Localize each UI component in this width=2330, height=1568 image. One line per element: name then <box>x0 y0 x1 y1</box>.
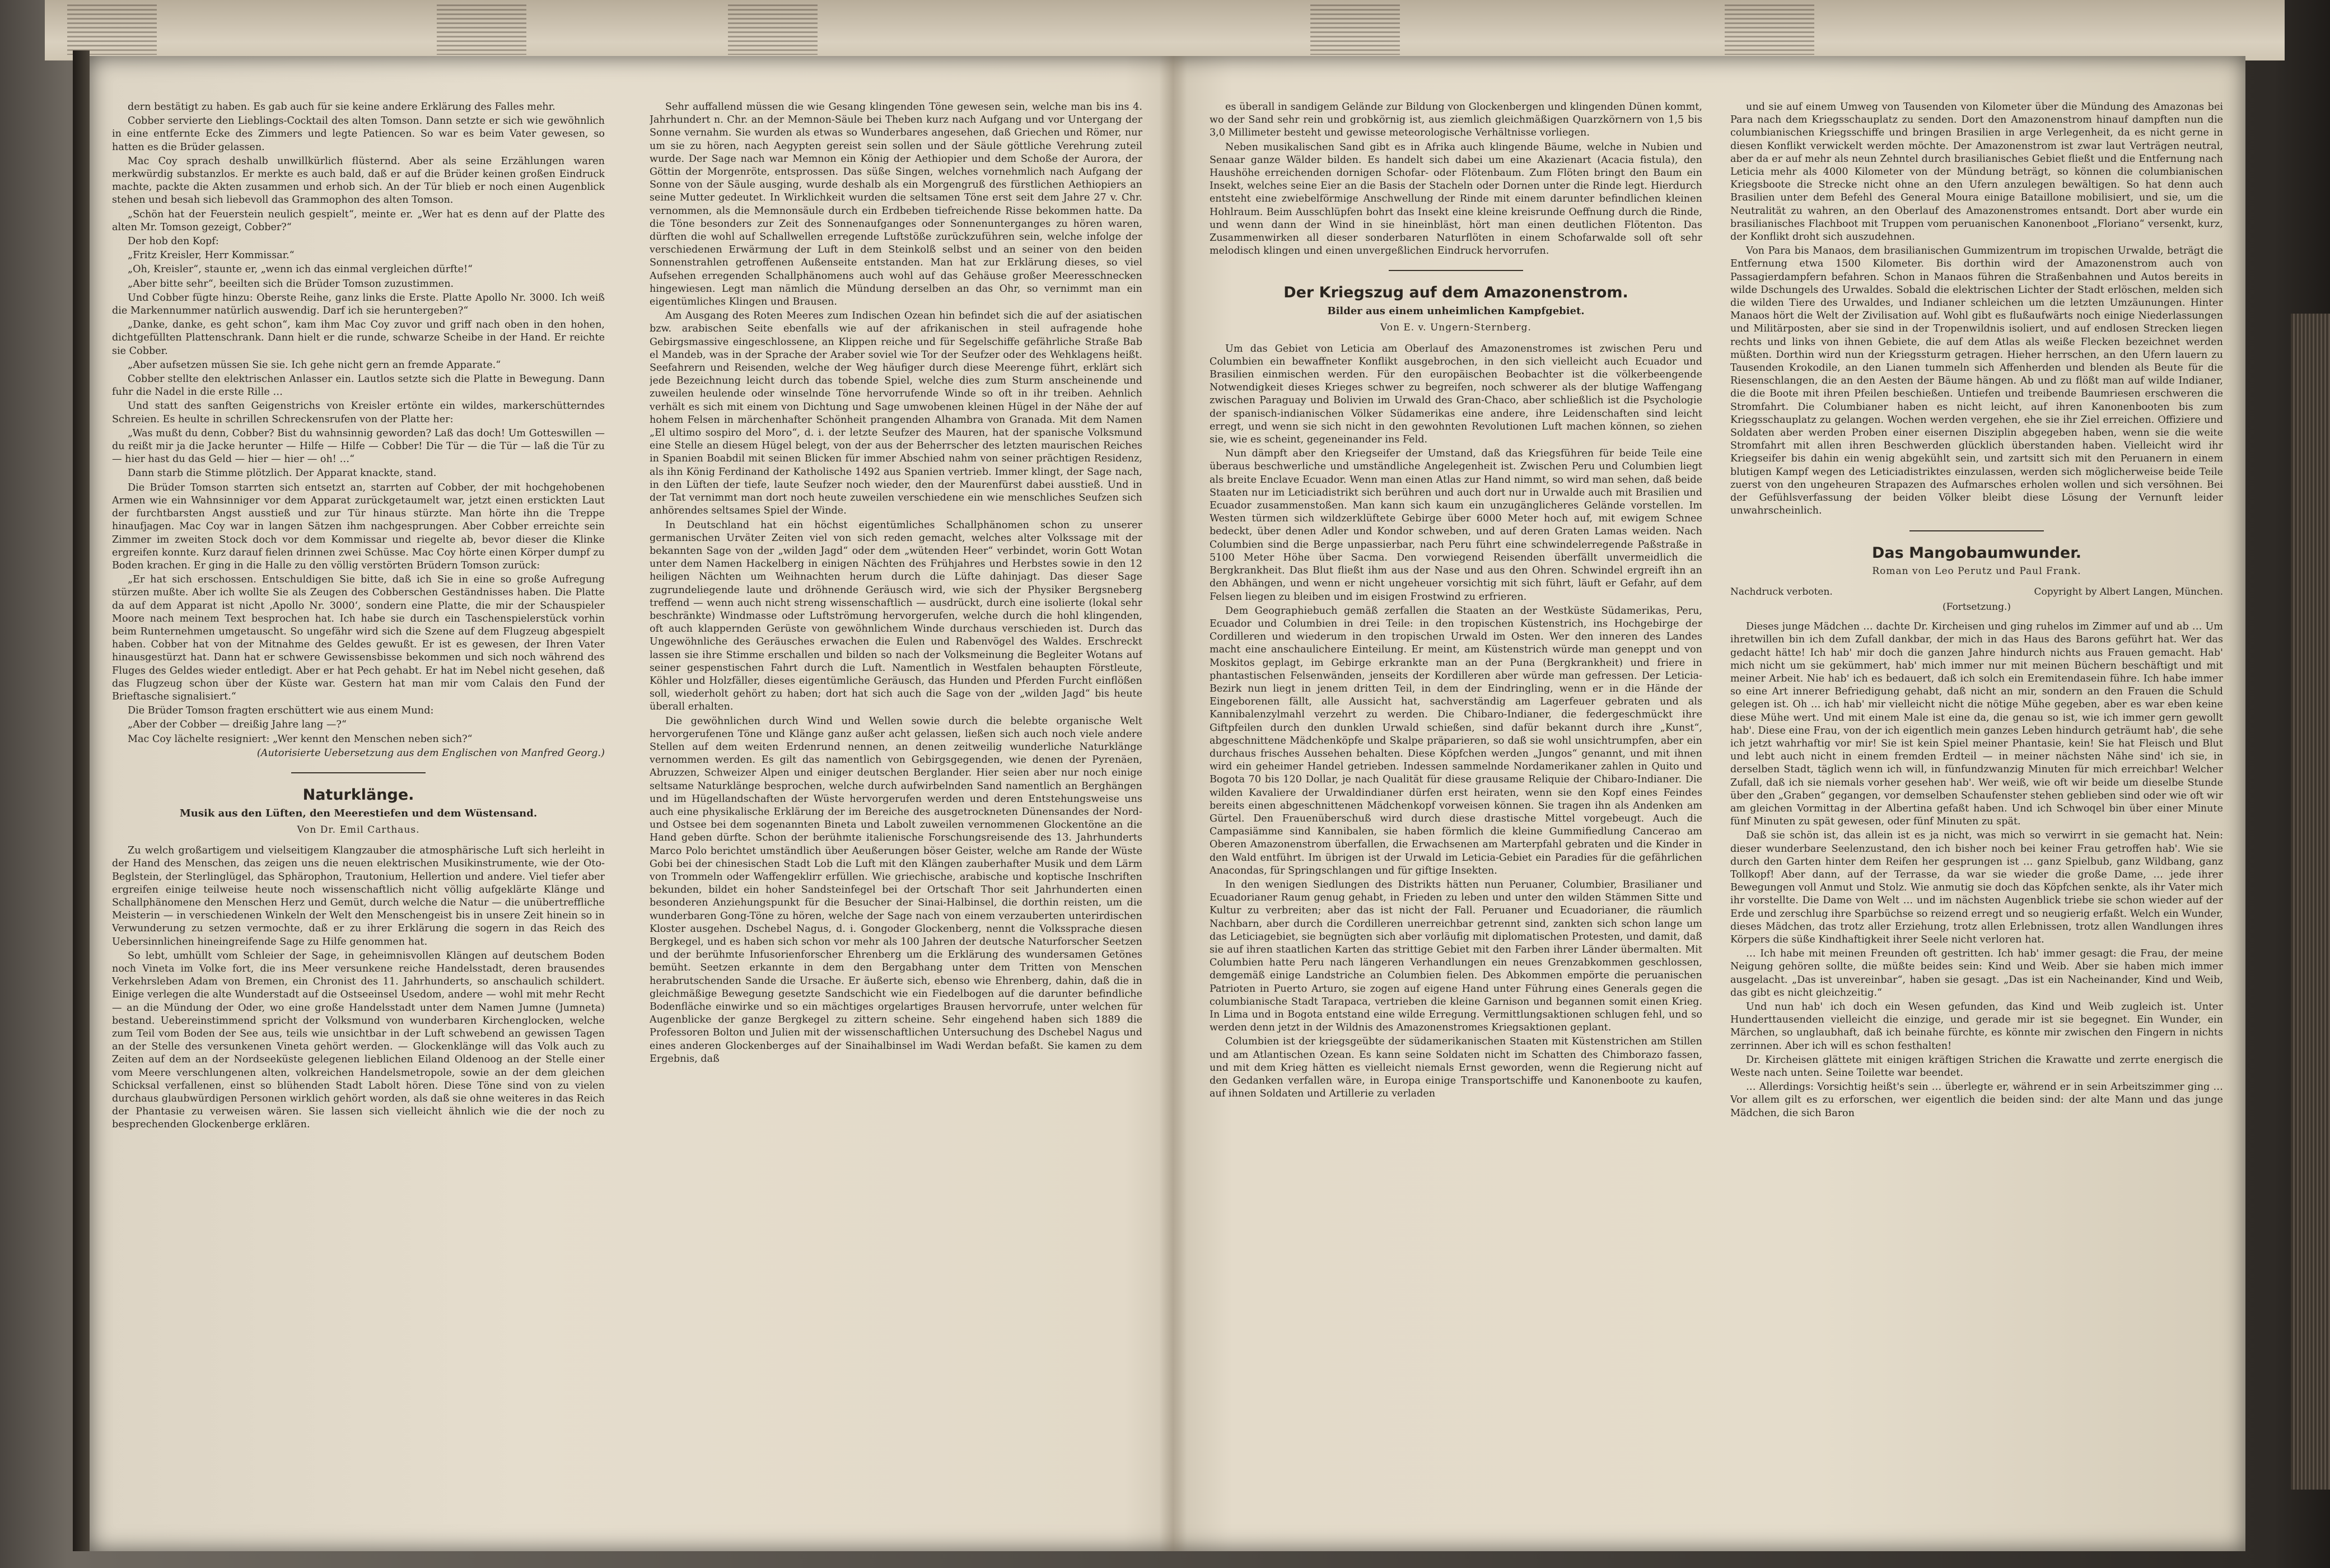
previous-page-edge <box>45 0 2285 60</box>
paragraph: Columbien ist der kriegsgeübte der südamerikanischen Staaten mit Küstenstrichen am Stillen und am Atlantischen Ozean. Es kann seine Soldaten nicht im Schatten des Chimborazo fassen, und mit dem Krieg hätten es vielleicht niemals Ernst geworden, wenn die Regierung nicht auf den Gedanken verfallen wäre, in Europa einige Transportschiffe und Kanonenboote zu kaufen, auf ihnen Soldaten und Artillerie zu verladen <box>1210 1036 1702 1100</box>
section-divider <box>291 772 426 773</box>
paragraph: „Aber aufsetzen müssen Sie sie. Ich gehe nicht gern an fremde Apparate.“ <box>128 359 501 371</box>
mangobaumwunder-text <box>1730 620 2223 1120</box>
article-title-kriegszug: Der Kriegszug auf dem Amazonenstrom. <box>1283 284 1628 302</box>
paragraph: Von Para bis Manaos, dem brasilianischen Gummizentrum im tropischen Urwalde, beträgt die Entfernung etwa 1500 Kilometer. Bis dorthin wird der Amazonenstrom auch von Passagierdampfern befahren. Schon in Manaos führen die Straßenbahnen und Autos bereits in wilde Dschungels des Urwaldes. Sobald die elektrischen Lichter der Stadt erlöschen, melden sich die wilden Tiere des Urwaldes, und Indianer schleichen um die letzten Umzäunungen. Hinter Manaos hört die Welt der Zivilisation auf. Wohl gibt es flußaufwärts noch einige Niederlassungen und Militärposten, aber sie sind in der Tropenwildnis isoliert, und auf endlosen Strecken liegen rechts und links von ihnen Gebiete, die auf dem Atlas als weiße Flecken bezeichnet werden müßten. Dorthin wird nun der Kriegssturm getragen. Hieher herrschen, an den Ufern lauern zu Tausenden Krokodile, an den Lianen tummeln sich Affenherden und blenden als Beute für die Riesenschlangen, die an den Aesten der Bäume hängen. Ab und zu flößt man auf wilde Indianer, die die Boote mit ihren Pfeilen beschießen. Untiefen und treibende Baumriesen erschweren die Stromfahrt. Die Columbianer haben es nicht leicht, auf ihren Kanonenbooten bis zum Kriegsschauplatz zu gelangen. Wochen werden vergehen, ehe sie ihr Ziel erreichen. Offiziere und Soldaten aber werden Proben einer eisernen Disziplin abgegeben haben, wenn sie die weite Stromfahrt mit allen ihren Beschwerden glücklich überstanden haben. Vielleicht wird ihr Kriegseifer bis dahin ein wenig abgekühlt sein, und zartsitt sich mit den Peruanern in einem blutigen Kampf wegen des Leticiadistriktes einzulassen, werden sich möglicherweise beide Teile zuerst von den ungeheuren Strapazen des Aufmarsches erholen wollen und sich versöhnen. Bei der Gefühlsverfassung der beiden Völker bleibt diese Lösung der Vernunft leider unwahrscheinlich. <box>1730 245 2223 517</box>
paragraph: „Aber bitte sehr“, beeilten sich die Brüder Tomson zuzustimmen. <box>128 278 454 290</box>
article-subtitle: Bilder aus einem unheimlichen Kampfgebiet. <box>1327 305 1585 318</box>
kriegszug-text <box>1210 343 1702 1101</box>
paragraph: … Allerdings: Vorsichtig heißt's sein … überlegte er, während er in sein Arbeitszimmer ging … Vor allem gilt es zu erforschen, wer eigentlich die beiden sind: der alte Mann und das junge Mädchen, die sich Baron <box>1730 1081 2223 1119</box>
paragraph: dern bestätigt zu haben. Es gab auch für sie keine andere Erklärung des Falles mehr. <box>128 101 555 113</box>
paragraph: So lebt, umhüllt vom Schleier der Sage, in geheimnisvollen Klängen auf deutschem Boden noch Vineta im Volke fort, die ins Meer versunkene reiche Handelsstadt, deren brausendes Verkehrsleben Adam von Bremen, ein Chronist des 11. Jahrhunderts, so anschaulich schildert. Einige verlegen die alte Wunderstadt auf die Ostseeinsel Usedom, andere — wohl mit mehr Recht — an die Mündung der Oder, wo eine große Handelsstadt unter dem Namen Jumne (Jumneta) bestand. Uebereinstimmend spricht der Volksmund von wunderbaren Kirchenglocken, welche zum Teil vom Boden der See aus, teils wie unsichtbar in der Luft schwebend an gewissen Tagen an der Stelle des versunkenen Vineta gehört werden. — Glockenklänge will das Volk auch zu Zeiten auf dem an der Nordseeküste gelegenen lieblichen Eiland Oldenoog an der Stelle einer vom Meere verschlungenen alten, volkreichen Handelsmetropole, sowie an der dem gleichen Schicksal verfallenen, einst so blühenden Stadt Labolt hören. Diese Töne sind von zu vielen durchaus glaubwürdigen Personen wirklich gehört worden, als daß sie ohne weiteres in das Reich der Phantasie zu verweisen wären. Sie lassen sich vielleicht ähnlich wie die der noch zu besprechenden Glockenberge erklären. <box>112 950 605 1131</box>
section-divider <box>1909 530 2044 531</box>
reprint-notice: Nachdruck verboten. <box>1730 586 1833 598</box>
print-texture <box>1310 4 1400 55</box>
paragraph: „Schön hat der Feuerstein neulich gespielt“, meinte er. „Wer hat es denn auf der Platte des alten Mr. Tomson gezeigt, Cobber?“ <box>112 208 605 233</box>
paragraph: Und Cobber fügte hinzu: Oberste Reihe, ganz links die Erste. Platte Apollo Nr. 3000. Ich weiß die Markennummer natürlich auswendig. Darf ich sie heruntergeben?“ <box>112 292 605 317</box>
paragraph: Die Brüder Tomson starrten sich entsetzt an, starrten auf Cobber, der mit hochgehobenen Armen wie ein Wahnsinniger vor dem Apparat zurückgetaumelt war, jetzt einen erstickten Laut der furchtbarsten Angst ausstieß und zur Tür hinaus stürzte. Man hörte ihn die Treppe hinaufjagen. Mac Coy war in langen Sätzen ihm nachgesprungen. Aber Cobber erreichte sein Zimmer im zweiten Stock doch vor dem Kommissar und riegelte ab, bevor dieser die Klinke ergreifen konnte. Kurz darauf fielen drinnen zwei Schüsse. Mac Coy hörte einen Körper dumpf zu Boden krachen. Er ging in die Halle zu den völlig verstörten Brüdern Tomson zurück: <box>112 482 605 571</box>
kriegszug-text-end <box>1730 101 2223 518</box>
binding-edge <box>73 50 90 1551</box>
article-title-naturklaenge: Naturklänge. <box>302 786 414 804</box>
page-gutter <box>1159 56 1187 1551</box>
print-texture <box>728 4 818 55</box>
section-divider <box>1389 270 1523 271</box>
paragraph: Um das Gebiet von Leticia am Oberlauf des Amazonenstromes ist zwischen Peru und Columbien ein bewaffneter Konflikt ausgebrochen, in den sich vielleicht auch Ecuador und Brasilien einmischen werden. Für den europäischen Beobachter ist die völkerbeengende Notwendigkeit dieses Krieges schwer zu begreifen, noch schwerer als der blutige Waffengang zwischen Paraguay und Bolivien im Urwald des Gran-Chaco, aber schließlich ist die Psychologie der spanisch-indianischen Völker Südamerikas eine andere, ihre Leidenschaften sind leicht erregt, und wenn sie sich nicht in den gewohnten Revolutionen Luft machen können, so ziehen sie, wie es scheint, gegeneinander ins Feld. <box>1210 343 1702 446</box>
paragraph: „Oh, Kreisler“, staunte er, „wenn ich das einmal vergleichen dürfte!“ <box>128 264 473 276</box>
naturklaenge-text <box>112 844 605 1131</box>
column-2 <box>650 101 1142 1557</box>
paragraph: Und nun hab' ich doch ein Wesen gefunden, das Kind und Weib zugleich ist. Unter Hunderttausenden vielleicht die einzige, und gerade mir ist sie begegnet. Ein Wunder, ein Märchen, so unglaubhaft, daß ich beinahe fürchte, es könnte mir zwischen den Fingern in nichts zerrinnen. Aber ich will es schon festhalten! <box>1730 1001 2223 1052</box>
paragraph: Dem Geographiebuch gemäß zerfallen die Staaten an der Westküste Südamerikas, Peru, Ecuador und Columbien in drei Teile: in den tropischen Küstenstrich, ins Hochgebirge der Cordilleren und wiederum in den tropischen Urwald im Osten. Wer den inneren des Landes macht eine anschaulichere Einteilung. Er meint, am Küstenstrich würde man geneppt und von Moskitos geplagt, im Gebirge erkrankte man an der Puna (Bergkrankheit) und friere in phantastischen Felsenwänden, jenseits der Kordilleren aber würde man gefressen. Der Leticia-Bezirk nun liegt in jenem dritten Teil, in dem der Eindringling, wenn er in die Hände der Eingeborenen fällt, alle Aussicht hat, sachverständig am Lagerfeuer gebraten und als Kannibalenzylmahl verzehrt zu werden. Die Chibaro-Indianer, die federgeschmückt ihre Giftpfeilen durch den dunklen Urwald schießen, sind dafür bekannt durch ihre „Kunst“, abgeschnittene Mädchenköpfe und Skalpe präparieren, so daß sie wohl unsichtrumpfen, aber ein durchaus frisches Aussehen behalten. Diese Köpfchen werden „Jungos“ genannt, und mit ihnen wird ein geheimer Handel getrieben. Indessen sammelnde Nordamerikaner zahlen in Quito und Bogota 70 bis 120 Dollar, je nach Qualität für diese grausame Reliquie der Chibaro-Indianer. Die wilden Kavaliere der Urwaldindianer dürfen erst heiraten, wenn sie den Kopf eines Feindes bereits einen abgeschnittenen Mädchenkopf vorweisen können. Sie tragen ihn als Andenken am Gürtel. Den Frauenüberschuß wird durch diese drastische Mittel vorgebeugt. Auch die Campasiämme sind Kannibalen, sie haben förmlich die kleine Gummifiedlung Cancerao am Oberen Amazonenstrom überfallen, die Erwachsenen am Marterpfahl gebraten und die Kinder in den Wald entführt. Im übrigen ist der Urwald im Leticia-Gebiet ein Paradies für die gefährlichen Anacondas, für Springschlangen und für giftige Insekten. <box>1210 605 1702 876</box>
paragraph: Dieses junge Mädchen … dachte Dr. Kircheisen und ging ruhelos im Zimmer auf und ab … Um ihretwillen bin ich dem Zufall dankbar, der mich in das Haus des Barons geführt hat. Wer das gedacht hätte! Ich hab' mir doch die ganzen Jahre hindurch nichts aus Frauen gemacht. Hab' mich nicht um sie gekümmert, hab' mich immer nur mit meinen Büchern beschäftigt und mit meiner Arbeit. Nie hab' ich es bedauert, daß ich solch ein Eremitendasein führe. Ich habe immer so eine Art innerer Befriedigung gehabt, daß nicht an mir, sondern an den Frauen die Schuld gelegen ist. Oh … ich hab' mir vielleicht nicht die nötige Mühe gegeben, aber es war eben keine diese Mühe wert. Und mit einem Male ist eine da, die genau so ist, wie ich immer gern gewollt hab'. Diese eine Frau, von der ich eigentlich mein ganzes Leben hindurch geträumt hab', die sehe ich jetzt wahrhaftig vor mir! Sie ist kein Spiel meiner Phantasie, kein! Sie hat Fleisch und Blut und lebt auch nicht in einem fremden Erdteil — in meiner nächsten Nähe sind' ich sie, in derselben Stadt, täglich wenn ich will, in fünfundzwanzig Minuten für mich erreichbar! Welcher Zufall, daß ich sie niemals vorher gesehen hab'. Wer weiß, wie oft wir beide um dieselbe Stunde über den „Graben“ gegangen, vor demselben Schaufenster stehen geblieben sind oder wie oft wir am gleichen Vormittag in der Albertina gefaßt haben. Und ich Schwoqel bin über einer Minute fünf Minuten zu spät gewesen, oder fünf Minuten zu spät. <box>1730 621 2223 828</box>
paragraph: „Aber der Cobber — dreißig Jahre lang —?“ <box>128 719 347 731</box>
paragraph: Zu welch großartigem und vielseitigem Klangzauber die atmosphärische Luft sich herleiht in der Hand des Menschen, das zeigen uns die neuen elektrischen Musikinstrumente, wie der Oto-Beglstein, der Sterlinglügel, das Sphärophon, Trautonium, Hellertion und andere. Viel tiefer aber ergreifen einige teilweise heute noch wissenschaftlich nicht völlig aufgeklärte Klänge und Schallphänomene den Menschen Herz und Gemüt, durch welche die Natur — die unübertreffliche Meisterin — in verschiedenen Winkeln der Welt den Menschengeist bis in unsere Zeit hinein so in Verwunderung zu setzen vermochte, daß er zu ihrer Erklärung die sogern in das Reich des Uebersinnlichen hineingreifende Sage zu Hilfe genommen hat. <box>112 845 605 948</box>
article-author: Von Dr. Emil Carthaus. <box>297 824 420 836</box>
paragraph: Dann starb die Stimme plötzlich. Der Apparat knackte, stand. <box>128 468 437 479</box>
copyright-notice: Copyright by Albert Langen, München. <box>2034 586 2223 598</box>
paragraph: Cobber stellte den elektrischen Anlasser ein. Lautlos setzte sich die Platte in Bewegung. Dann fuhr die Nadel in die erste Rille … <box>112 374 605 398</box>
paragraph: In den wenigen Siedlungen des Distrikts hätten nun Peruaner, Columbier, Brasilianer und Ecuadorianer Raum genug gehabt, in Frieden zu leben und unter den wilden Stämmen Sitte und Kultur zu verbreiten; aber das ist nicht der Fall. Peruaner und Ecuadorianer, die räumlich Nachbarn, aber durch die Cordilleren unerreichbar getrennt sind, zankten sich schon lange um das Leticiagebiet, sie begnügten sich aber vorläufig mit diplomatischen Protesten, und damit, daß sie auf ihren staatlichen Karten das strittige Gebiet mit den Farben ihrer Länder übermalten. Mit Columbien hatte Peru nach längeren Verhandlungen ein neues Grenzabkommen geschlossen, demgemäß einige Landstriche an Columbien fielen. Des Abkommen empörte die peruanischen Patrioten in Puerto Arturo, sie zogen auf eigene Hand unter Führung eines Generals gegen die columbianische Stadt Tarapaca, vertrieben die kleine Garnison und begannen somit einen Krieg. In Lima und in Bogota entstand eine wilde Erregung. Vermittlungsaktionen schlugen fehl, und so werden denn jetzt in der Wildnis des Amazonenstromes Kriegsaktionen geplant. <box>1210 879 1702 1034</box>
paragraph: Und statt des sanften Geigenstrichs von Kreisler ertönte ein wildes, markerschütterndes Schreien. Es heulte in schrillen Schreckensrufen von der Platte her: <box>112 400 605 425</box>
naturklaenge-text-continued <box>650 101 1142 1066</box>
crime-story-text <box>112 101 605 746</box>
paragraph: „Was mußt du denn, Cobber? Bist du wahnsinnig geworden? Laß das doch! Um Gotteswillen — du reißt mir ja die Jacke herunter — Hilfe — Hilfe — Cobber! Die Tür — die Tür — laß die Tür zu — hier hast du das Geld — hier — hier — oh! …“ <box>112 427 605 465</box>
print-texture <box>1725 4 1814 55</box>
rights-row <box>1730 586 2223 599</box>
column-4 <box>1730 101 2223 1557</box>
paragraph: Daß sie schön ist, das allein ist es ja nicht, was mich so verwirrt in sie gemacht hat. Nein: dieser wunderbare Seelenzustand, den ich bisher noch bei keiner Frau getroffen hab'. Wie sie durch den Garten hinter dem Reifen her gesprungen ist … ganz Spielbub, ganz Wildbang, ganz Tollkopf! Aber dann, auf der Terrasse, da war sie wieder die große Dame, … jede ihrer Bewegungen voll Anmut und Stolz. Wie anmutig sie doch das Köpfchen senkte, als ihr Vater mich ihr vorstellte. Die Dame von Welt … und im nächsten Augenblick triebe sie schon wieder auf der Erde und zerschlug ihre Sparbüchse so reizend erregt und so neugierig erfaßt. Welch ein Wunder, dieses Mädchen, das trotz aller Erziehung, trotz allen Erlebnissen, trotz allen Wandlungen ihres Körpers die süße Kindhaftigkeit ihrer Seele nicht verloren hat. <box>1730 830 2223 945</box>
novel-byline: Roman von Leo Perutz und Paul Frank. <box>1872 565 2081 577</box>
paragraph: Sehr auffallend müssen die wie Gesang klingenden Töne gewesen sein, welche man bis ins 4. Jahrhundert n. Chr. an der Memnon-Säule bei Theben kurz nach Aufgang und vor Untergang der Sonne vernahm. Sie wurden als etwas so Wunderbares angesehen, daß Griechen und Römer, nur um sie zu hören, nach Aegypten gereist sein sollen und der Säule göttliche Verehrung zuteil wurde. Der Sage nach war Memnon ein König der Aethiopier und dem Schoße der Aurora, der Göttin der Morgenröte, entsprossen. Das süße Singen, welches vornehmlich nach Aufgang der Sonne von der Säule ausging, wurde deshalb als ein Morgengruß des fürstlichen Aethiopiers an seine Mutter gedeutet. In Wirklichkeit wurden die seltsamen Töne erst seit dem Jahre 27 v. Chr. vernommen, als die Memnonsäule durch ein Erdbeben tiefreichende Risse bekommen hatte. Da die Töne besonders zur Zeit des Sonnenaufganges oder Sonnenunterganges zu hören waren, dürften die wohl auf Schallwellen erregende Luftstöße zurückzuführen sein, welche infolge der verschiedenen Erwärmung der Luft in dem Steinkolß selbst und an seiner von den beiden Sonnenstrahlen getroffenen Außenseite entstanden. Man hat zur Erklärung dieses, so viel Aufsehen erregenden Schallphänomens auch wohl auf das Gehäuse großer Meeresschnecken hingewiesen. Legt man nämlich die Mündung derselben an das Ohr, so vernimmt man ein eigentümliches Klingen und Brausen. <box>650 101 1142 308</box>
newspaper-page <box>90 56 2245 1551</box>
column-3 <box>1210 101 1702 1557</box>
paragraph: Der hob den Kopf: <box>128 236 219 248</box>
continuation-note: (Fortsetzung.) <box>1942 601 2011 613</box>
paragraph: Nun dämpft aber den Kriegseifer der Umstand, daß das Kriegsführen für beide Teile eine überaus beschwerliche und umständliche Angelegenheit ist. Zwischen Peru und Columbien liegt als breite Enclave Ecuador. Wenn man einen Atlas zur Hand nimmt, so wird man sehen, daß beide Staaten nur im Leticiadistrikt sich berühren und auch dort nur in Urwalde auch mit Brasilien und Ecuador zusammenstoßen. Man kann sich kaum ein unzugänglicheres Gelände vorstellen. Im Westen türmen sich wildzerklüftete Gebirge über 6000 Meter hoch auf, mit ewigem Schnee bedeckt, über denen Adler und Kondor schweben, und auf deren Graten Lamas weiden. Nach Columbien sind die Berge unpassierbar, nach Peru führt eine schwindelerregende Paßstraße in 5100 Meter Höhe über Sacma. Den vorwiegend Reisenden überfällt unvermeidlich die Bergkrankheit. Das Blut fließt ihm aus der Nase und aus den Ohren. Schwindel ergreift ihn an den Abhängen, und wenn er nicht ungeheuer vorsichtig mit sich führt, läuft er Gefahr, auf dem Felsen liegen zu bleiben und im eisigen Frostwind zu erfrieren. <box>1210 448 1702 603</box>
print-texture <box>437 4 526 55</box>
paragraph: In Deutschland hat ein höchst eigentümliches Schallphänomen schon zu unserer germanischen Urväter Zeiten viel von sich reden gemacht, welches alter Volkssage mit der bekannten Sage von der „wilden Jagd“ oder dem „wütenden Heer“ verbindet, worin Gott Wotan unter dem Namen Hackelberg in einigen Nächten des Frühjahres und Herbstes sowie in den 12 heiligen Nächten um Weihnachten herum durch die Lüfte dahinjagt. Das dieser Sage zugrundeliegende laute und dröhnende Geräusch wird, wie sich der Physiker Bergsneberg treffend — wenn auch nicht streng wissenschaftlich — ausdrückt, durch eine isolierte (lokal sehr beschränkte) Windmasse oder Luftströmung hervorgerufen, welche durch die hohl klingenden, oft auch klappernden Gerüste von gewöhnlichem Winde durchaus verschieden ist. Durch das Ungewöhnliche des Geräusches erwachen die Eulen und Rabenvögel des Waldes. Erschreckt lassen sie ihre Stimme erschallen und bilden so nach der Volksmeinung die Begleiter Wotans auf seiner gespenstischen Fahrt durch die Luft. Namentlich in Westfalen behaupten Förstleute, Köhler und Holzfäller, dieses eigentümliche Geräusch, das Hunden und Pferden Furcht einflößen soll, wiederholt gehört zu haben; dort hat sich auch die Sage von der „wilden Jagd“ bis heute überall erhalten. <box>650 519 1142 713</box>
paragraph: … Ich habe mit meinen Freunden oft gestritten. Ich hab' immer gesagt: die Frau, der meine Neigung gehören sollte, die müßte beides sein: Kind und Weib. Aber sie haben mich immer ausgelacht. „Das ist unvereinbar“, haben sie gesagt. „Das ist ein Nacheinander, Kind und Weib, das gibt es nicht gleichzeitig.“ <box>1730 948 2223 998</box>
article-subtitle: Musik aus den Lüften, den Meerestiefen und dem Wüstensand. <box>179 807 538 819</box>
paragraph: Dr. Kircheisen glättete mit einigen kräftigen Strichen die Krawatte und zerrte energisch die Weste nach unten. Seine Toilette war beendet. <box>1730 1054 2223 1079</box>
translation-note: (Autorisierte Uebersetzung aus dem Englischen von Manfred Georg.) <box>256 747 605 759</box>
article-author: Von E. v. Ungern-Sternberg. <box>1380 322 1531 334</box>
paragraph: Mac Coy lächelte resigniert: „Wer kennt den Menschen neben sich?“ <box>128 733 473 745</box>
paragraph: „Fritz Kreisler, Herr Kommissar.“ <box>128 250 295 262</box>
paragraph: „Danke, danke, es geht schon“, kam ihm Mac Coy zuvor und griff nach oben in den hohen, dichtgefüllten Plattenschrank. Dann hielt er die runde, schwarze Scheibe in der Hand. Er reichte sie Cobber. <box>112 319 605 357</box>
paragraph: Neben musikalischen Sand gibt es in Afrika auch klingende Bäume, welche in Nubien und Senaar ganze Wälder bilden. Es handelt sich dabei um eine Akazienart (Acacia fistula), den Haushöhe erreichenden dornigen Schofar- oder Flötenbaum. Zum Flöten bringt den Baum ein Insekt, welches seine Eier an die Basis der Stacheln oder Dornen unter die Rinde legt. Hierdurch entsteht eine zwiebelförmige Anschwellung der Rinde mit einem darunter befindlichen kleinen Hohlraum. Beim Ausschlüpfen bohrt das Insekt eine kleine kreisrunde Oeffnung durch die Rinde, und wenn dann der Wind in sie hineinbläst, hört man einen deutlichen Flötenton. Das Zusammenwirken all dieser sonderbaren Naturflöten in einem Schofarwalde soll oft sehr melodisch klingen und einen unvergeßlichen Eindruck hervorrufen. <box>1210 141 1702 257</box>
paragraph: Mac Coy sprach deshalb unwillkürlich flüsternd. Aber als seine Erzählungen waren merkwürdig substanzlos. Er merkte es auch bald, daß er auf die Brüder keinen großen Eindruck machte, packte die Akten zusammen und erhob sich. An der Tür blieb er noch einen Augenblick stehen und besah sich liebevoll das Grammophon des alten Tomson. <box>112 155 605 206</box>
print-texture <box>67 4 157 55</box>
paragraph: Die gewöhnlichen durch Wind und Wellen sowie durch die belebte organische Welt hervorgerufenen Töne und Klänge ganz außer acht gelassen, ließen sich auch noch viele andere Stellen auf dem weiten Erdenrund nennen, an denen zeitweilig wunderliche Naturklänge vernommen werden. Es gilt das namentlich von Gebirgsgegenden, wie denen der Pyrenäen, Abruzzen, Schweizer Alpen und einiger deutschen Berglander. Hier seien aber nur noch einige seltsame Naturklänge besprochen, welche durch aufwirbelnden Sand namentlich an Berghängen und im Hügellandschaften der Wüste hervorgerufen werden und deren Entstehungsweise uns auch eine physikalische Erklärung der im Bereiche des ausgetrockneten Dünensandes der Nord- und Ostsee bei dem sogenannten Bineta und Labolt zuweilen vernommenen Glockentöne an die Hand geben dürfte. Schon der berühmte italienische Forschungsreisende des 13. Jahrhunderts Marco Polo berichtet umständlich über Aeußerungen böser Geister, welche am Rande der Wüste Gobi bei der chinesischen Stadt Lob die Luft mit den Klängen zauberhafter Musik und dem Lärm von Trommeln oder Waffengeklirr erfüllen. Wie griechische, arabische und koptische Inschriften bekunden, bildet ein hoher Sandsteinfegel bei der Ortschaft Thor seit Jahrhunderten einen besonderen Anziehungspunkt für die Besucher der Sinai-Halbinsel, die dorthin reisten, um die wunderbaren Gong-Töne zu hören, welche der Sage nach von einem verzauberten unterirdischen Kloster ausgehen. Dschebel Nagus, d. i. Gongoder Glockenberg, nennt die Volkssprache diesen Bergkegel, und es haben sich schon vor mehr als 100 Jahren der deutsche Naturforscher Seetzen und der berühmte Infusorienforscher Ehrenberg um die Erklärung des wundersamen Getönes bemüht. Seetzen erkannte in dem den Bergabhang unter dem Tritten von Menschen herabrutschenden Sande die Ursache. Er äußerte sich, ebenso wie Ehrenberg, dahin, daß die in gleichmäßige Bewegung gesetzte Sandschicht wie ein Fiedelbogen auf die darunter befindliche Bodenfläche einwirke und so ein mächtiges orgelartiges Brausen hervorrufe, unter welchen für Augenblicke der ganze Bergkegel zu zittern scheine. Sehr eingehend haben sich 1889 die Professoren Bolton und Julien mit der wissenschaftlichen Untersuchung des Dschebel Nagus und eines anderen Glockenberges auf der Sinaihalbinsel im Wadi Werdan befaßt. Sie kamen zu dem Ergebnis, daß <box>650 715 1142 1065</box>
paragraph: Am Ausgang des Roten Meeres zum Indischen Ozean hin befindet sich die auf der asiatischen bzw. arabischen Seite ebenfalls wie auf der afrikanischen in steil aufragende hohe Gebirgsmassive eingeschlossene, an Klippen reiche und für Segelschiffe gefährliche Straße Bab el Mandeb, was in der Sprache der Araber soviel wie Tor der Seufzer oder des Wehklagens heißt. Seefahrern und Reisenden, welche der Weg häufiger durch diese Meerenge führt, erklärt sich jede Bezeichnung leicht durch das tobende Spiel, welche dies zum Sturm anscheinende und zuweilen heulende oder winselnde Töne hervorrufende Winde so oft in ihr treiben. Aehnlich verhält es sich mit einem von Dichtung und Sage umwobenen kleinen Hügel in der Nähe der auf hohem Felsen in märchenhafter Schönheit prangenden Alhambra von Granada. Mit dem Namen „El ultimo sospiro del Moro“, d. i. der letzte Seufzer des Mauren, hat der spanische Volksmund eine Stelle an diesem Hügel belegt, von der aus der Beherrscher des letzten maurischen Reiches in Spanien Boabdil mit seinen Blicken für immer Abschied nahm von seiner prächtigen Residenz, als ihn König Ferdinand der Katholische 1492 aus Spanien vertrieb. Immer klingt, der Sage nach, in den Lüften der tiefe, laute Seufzer noch wieder, den der Maurenfürst dabei ausstieß. Und in der Tat vernimmt man dort noch heute zuweilen verschiedene ein wie menschliches Seufzen sich anhörendes seltsames Spiel der Winde. <box>650 310 1142 517</box>
page-stack-edge <box>2291 314 2330 1490</box>
paragraph: „Er hat sich erschossen. Entschuldigen Sie bitte, daß ich Sie in eine so große Aufregung stürzen mußte. Aber ich wollte Sie als Zeugen des Cobberschen Geständnisses haben. Die Platte da auf dem Apparat ist nicht ‚Apollo Nr. 3000‘, sondern eine Platte, die mir der Schauspieler Moore nach meinem Text besprochen hat. Ich habe sie durch ein Taschenspielerstück vorhin beim Runternehmen umgetauscht. So ungefähr wird sich die Szene auf dem Flugzeug abgespielt haben. Cobber hat von der Mitnahme des Geldes gewußt. Er ist es gewesen, der Ihren Vater hinausgestürzt hat. Dann hat er schwere Gewissensbisse bekommen und sich noch während des Fluges des Geldes wieder entledigt. Aber er hat Pech gehabt. Er hat im Nebel nicht gesehen, daß das Flugzeug schon über der Küste war. Gestern hat man mir vom Calais den Fund der Brieftasche signalisiert.“ <box>112 574 605 702</box>
paragraph: und sie auf einem Umweg von Tausenden von Kilometer über die Mündung des Amazonas bei Para nach dem Kriegsschauplatz zu senden. Dort den Amazonenstrom hinauf dampften nun die columbianischen Kriegsschiffe und bringen Brasilien in arge Verlegenheit, da es nicht gerne in diesen Konflikt verwickelt werden möchte. Der Amazonenstrom ist zwar laut Verträgen neutral, aber da er auf mehr als neun Zehntel durch brasilianisches Gebiet fließt und die Entfernung nach Leticia mehr als 4000 Kilometer von der Mündung beträgt, so können die columbianischen Kriegsboote die Strecke nicht ohne an den Ufern anzulegen bewältigen. So hat denn auch Brasilien unter dem Befehl des General Moura einige Bataillone mobilisiert, und sie, um die Neutralität zu wahren, an den Oberlauf des Amazonenstromes entsandt. Dort aber wurde ein brasilianisches Flachboot mit Truppen vom peruanischen Kanonenboot „Floriano“ versenkt, kurz, der Konflikt droht sich auszudehnen. <box>1730 101 2223 243</box>
naturklaenge-text-end <box>1210 101 1702 258</box>
paragraph: es überall in sandigem Gelände zur Bildung von Glockenbergen und klingenden Dünen kommt, wo der Sand sehr rein und grobkörnig ist, aus ziemlich gleichmäßigen Quarzkörnern von 1,5 bis 3,0 Millimeter besteht und gewisse meteorologische Verhältnisse vorliegen. <box>1210 101 1702 139</box>
paragraph: Cobber servierte den Lieblings-Cocktail des alten Tomson. Dann setzte er sich wie gewöhnlich in eine entfernte Ecke des Zimmers und legte Patiencen. So war es beim Vater gewesen, so hatten es die Brüder gelassen. <box>112 115 605 153</box>
column-1 <box>112 101 605 1557</box>
paragraph: Die Brüder Tomson fragten erschüttert wie aus einem Mund: <box>128 705 434 717</box>
article-title-mangobaumwunder: Das Mangobaumwunder. <box>1872 544 2081 562</box>
